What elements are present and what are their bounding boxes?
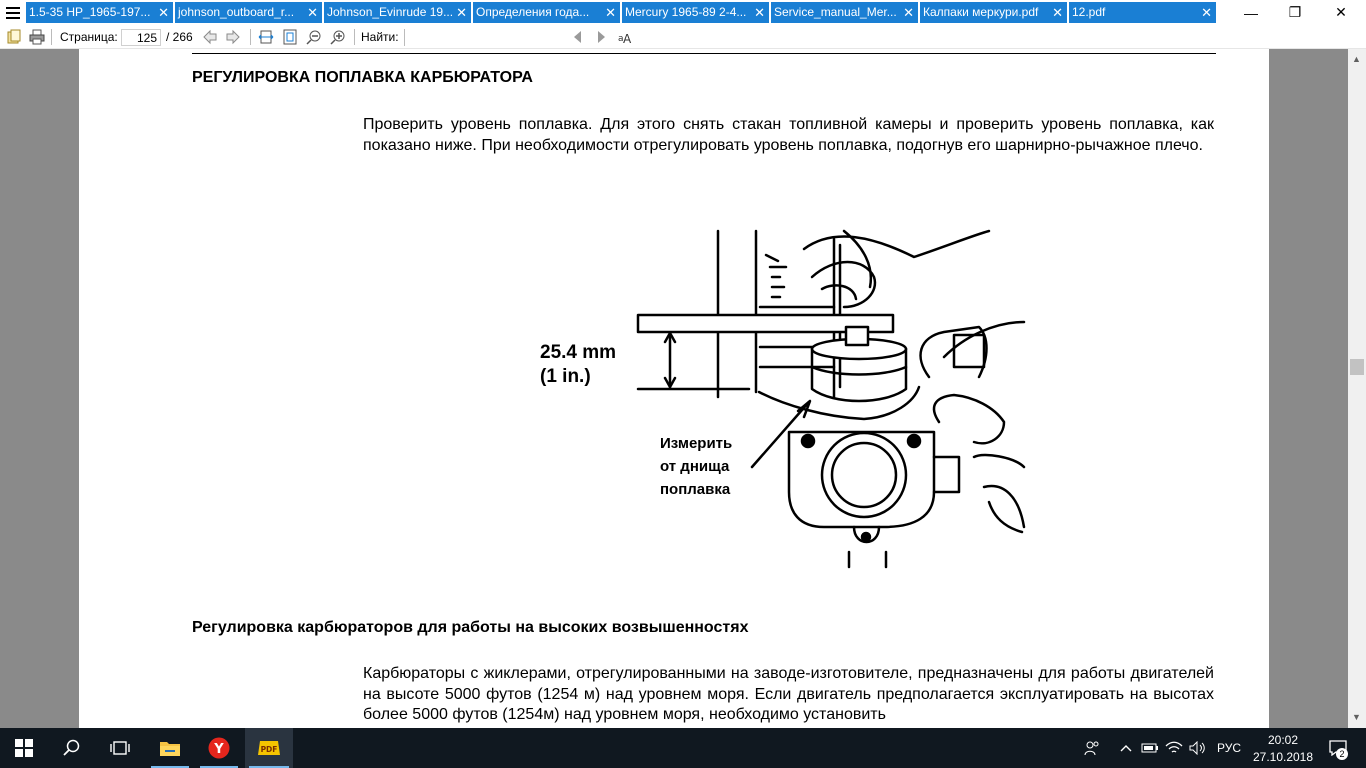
- notification-count-badge: 2: [1336, 748, 1348, 760]
- figure-dimension-in: (1 in.): [540, 366, 591, 387]
- windows-start-icon[interactable]: [0, 728, 48, 768]
- tab-document-2[interactable]: [175, 2, 322, 23]
- svg-text:PDF: PDF: [260, 745, 278, 754]
- tab-close-icon[interactable]: ✕: [307, 5, 318, 20]
- carburetor-float-figure: [534, 227, 1034, 572]
- scroll-up-arrow-icon[interactable]: ▲: [1352, 54, 1361, 64]
- tab-label: Калпаки меркури.pdf: [923, 5, 1039, 19]
- page-total: / 266: [166, 30, 193, 44]
- page-header-rule: [192, 53, 1216, 54]
- svg-text:Y: Y: [214, 742, 224, 757]
- search-icon[interactable]: [48, 728, 96, 768]
- clock-time[interactable]: 20:02: [1267, 733, 1299, 747]
- tab-label: Service_manual_Mer...: [774, 5, 897, 19]
- tab-label: 1.5-35 HP_1965-197...: [29, 5, 151, 19]
- zoom-out-icon[interactable]: [306, 29, 322, 45]
- tab-close-icon[interactable]: ✕: [754, 5, 765, 20]
- tab-label: Mercury 1965-89 2-4...: [625, 5, 747, 19]
- find-label: Найти:: [361, 30, 399, 44]
- tab-bar: [0, 0, 1366, 25]
- task-view-icon[interactable]: [96, 728, 144, 768]
- print-icon[interactable]: [29, 29, 45, 45]
- tab-document-5[interactable]: [622, 2, 769, 23]
- tab-document-7[interactable]: [920, 2, 1067, 23]
- find-next-icon[interactable]: [593, 29, 609, 45]
- find-input[interactable]: [404, 29, 564, 46]
- tab-label: 12.pdf: [1072, 5, 1106, 19]
- tab-close-icon[interactable]: ✕: [903, 5, 914, 20]
- scrollbar-thumb[interactable]: [1350, 359, 1364, 375]
- tab-label: Johnson_Evinrude 19...: [327, 5, 454, 19]
- paragraph: Карбюраторы с жиклерами, отрегулированными на заводе-изготовителе, предназначены для работы двигателей на высоте 5000 футов (1254 м) над уровнем моря. Если двигатель предполагается эксплуатировать на высотах более 5000 футов (1254м) над уровнем моря, необходимо установить: [363, 665, 1214, 723]
- tab-close-icon[interactable]: ✕: [1201, 5, 1212, 20]
- battery-icon[interactable]: [1139, 728, 1161, 768]
- section-subtitle: Регулировка карбюраторов для работы на высоких возвышенностях: [192, 619, 749, 636]
- document-viewer[interactable]: [0, 49, 1348, 728]
- taskbar: [0, 728, 1366, 768]
- vertical-scrollbar[interactable]: [1348, 49, 1366, 728]
- yandex-browser-icon[interactable]: [196, 728, 242, 768]
- next-page-icon[interactable]: [225, 29, 241, 45]
- figure-caption-line: от днища: [660, 458, 730, 475]
- fit-width-icon[interactable]: [258, 29, 274, 45]
- wifi-icon[interactable]: [1163, 728, 1185, 768]
- section-title: РЕГУЛИРОВКА ПОПЛАВКА КАРБЮРАТОРА: [192, 69, 533, 86]
- scroll-down-arrow-icon[interactable]: ▼: [1352, 712, 1361, 722]
- svg-text:a: a: [618, 34, 624, 44]
- fit-page-icon[interactable]: [282, 29, 298, 45]
- tab-close-icon[interactable]: ✕: [605, 5, 616, 20]
- clock-date[interactable]: 27.10.2018: [1252, 750, 1314, 764]
- toolbar: [0, 25, 1366, 49]
- figure-caption-line: поплавка: [660, 481, 731, 498]
- input-language-indicator[interactable]: РУС: [1217, 741, 1242, 755]
- toolbar-separator: [250, 29, 251, 45]
- paragraph: Проверить уровень поплавка. Для этого снять стакан топливной камеры и проверить уровень поплавка, как показано ниже. При необходимости отрегулировать уровень поплавка, подогнув его шарнирно-рычажное плечо.: [363, 116, 1214, 154]
- pdf-reader-icon[interactable]: [245, 728, 293, 768]
- zoom-in-icon[interactable]: [330, 29, 346, 45]
- pdf-page: [79, 49, 1269, 728]
- tab-label: Определения года...: [476, 5, 590, 19]
- tab-close-icon[interactable]: ✕: [456, 5, 467, 20]
- close-window-button[interactable]: ✕: [1335, 4, 1347, 20]
- page-label: Страница:: [60, 30, 118, 44]
- figure-caption-line: Измерить: [660, 435, 733, 452]
- toolbar-separator: [51, 29, 52, 45]
- tab-document-6[interactable]: [771, 2, 918, 23]
- match-case-icon[interactable]: [617, 29, 633, 45]
- tab-label: johnson_outboard_r...: [178, 5, 295, 19]
- figure-dimension-mm: 25.4 mm: [540, 342, 617, 363]
- svg-text:A: A: [623, 32, 632, 45]
- hamburger-menu-icon[interactable]: [0, 0, 26, 25]
- open-icon[interactable]: [6, 29, 22, 45]
- prev-page-icon[interactable]: [202, 29, 218, 45]
- tab-document-4[interactable]: [473, 2, 620, 23]
- page-number-input[interactable]: [121, 29, 161, 46]
- file-explorer-icon[interactable]: [147, 728, 193, 768]
- volume-icon[interactable]: [1187, 728, 1209, 768]
- tab-document-3[interactable]: [324, 2, 471, 23]
- people-icon[interactable]: [1080, 728, 1104, 768]
- toolbar-separator: [354, 29, 355, 45]
- tab-close-icon[interactable]: ✕: [158, 5, 169, 20]
- show-hidden-icons-chevron-icon[interactable]: [1115, 728, 1137, 768]
- find-prev-icon[interactable]: [570, 29, 586, 45]
- tab-document-1[interactable]: [26, 2, 173, 23]
- tab-close-icon[interactable]: ✕: [1052, 5, 1063, 20]
- tab-document-8-active[interactable]: [1069, 2, 1216, 23]
- restore-button[interactable]: ❐: [1288, 4, 1302, 20]
- carburetor-illustration: [534, 227, 1034, 572]
- minimize-button[interactable]: —: [1244, 4, 1258, 21]
